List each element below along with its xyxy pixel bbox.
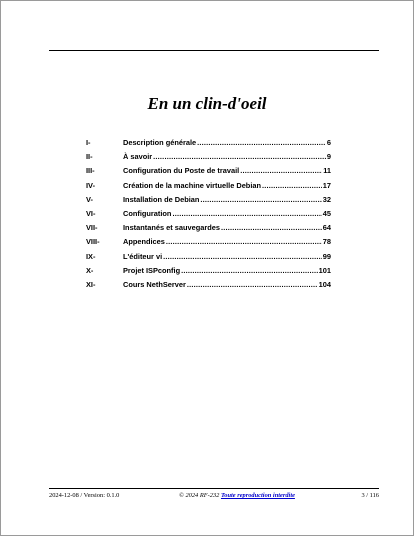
- toc-leader: [262, 181, 322, 190]
- toc-label: Description générale: [123, 138, 197, 147]
- toc-entry[interactable]: [86, 152, 331, 166]
- toc-entry[interactable]: [86, 280, 331, 294]
- toc-number: II-: [86, 152, 93, 162]
- toc-label: Appendices: [123, 237, 165, 247]
- toc-entry[interactable]: [86, 223, 331, 237]
- toc-leader: [221, 223, 322, 232]
- table-of-contents: [86, 138, 331, 294]
- toc-page-number: 99: [322, 251, 331, 261]
- toc-number: IV-: [86, 180, 96, 190]
- footer-date-version: 2024-12-08 / Version: 0.1.0: [49, 492, 120, 499]
- toc-page-number: 6: [326, 138, 331, 147]
- toc-leader: [240, 166, 322, 175]
- toc-number: III-: [86, 166, 95, 176]
- toc-number: VIII-: [86, 237, 100, 247]
- toc-number: V-: [86, 194, 93, 204]
- toc-entry[interactable]: [86, 166, 331, 180]
- footer-page-number: 3 / 116: [361, 492, 379, 499]
- toc-leader: [187, 280, 318, 289]
- toc-number: XI-: [86, 279, 96, 289]
- toc-leader: [172, 209, 321, 218]
- toc-entry[interactable]: [86, 237, 331, 251]
- toc-leader: [163, 252, 322, 261]
- toc-page-number: 101: [318, 265, 331, 275]
- toc-label: Création de la machine virtuelle Debian: [123, 180, 262, 190]
- toc-page-number: 78: [322, 237, 331, 247]
- toc-label: Configuration du Poste de travail: [123, 166, 240, 176]
- toc-page-number: 104: [318, 279, 331, 289]
- toc-entry[interactable]: [86, 266, 331, 280]
- toc-label: Configuration: [123, 208, 172, 218]
- toc-label: Installation de Debian: [123, 194, 200, 204]
- footer-link[interactable]: Toute reproduction interdite: [220, 492, 295, 499]
- toc-page-number: 45: [322, 208, 331, 218]
- toc-number: I-: [86, 138, 91, 147]
- toc-entry[interactable]: [86, 195, 331, 209]
- toc-page-number: 17: [322, 180, 331, 190]
- toc-label: L'éditeur vi: [123, 251, 163, 261]
- header-rule: [49, 50, 379, 51]
- toc-leader: [181, 266, 318, 275]
- toc-leader: [153, 152, 326, 161]
- toc-number: VII-: [86, 223, 98, 233]
- toc-label: À savoir: [123, 152, 153, 162]
- toc-page-number: 32: [322, 194, 331, 204]
- toc-page-number: 64: [322, 223, 331, 233]
- toc-label: Instantanés et sauvegardes: [123, 223, 220, 233]
- toc-number: X-: [86, 265, 94, 275]
- footer-copyright: © 2024 RF-232: [179, 492, 221, 499]
- toc-page-number: 9: [326, 152, 331, 162]
- toc-number: VI-: [86, 208, 96, 218]
- footer-copyright-block: [179, 492, 295, 500]
- toc-leader: [200, 195, 321, 204]
- toc-label: Projet ISPconfig: [123, 265, 181, 275]
- toc-number: IX-: [86, 251, 96, 261]
- toc-leader: [197, 138, 326, 147]
- toc-page-number: 11: [323, 166, 331, 176]
- page-title: En un clin-d'oeil: [147, 94, 267, 113]
- toc-entry[interactable]: [86, 181, 331, 195]
- toc-entry[interactable]: [86, 252, 331, 266]
- toc-label: Cours NethServer: [123, 279, 186, 289]
- footer-rule: [49, 488, 379, 489]
- toc-leader: [166, 237, 322, 246]
- toc-entry[interactable]: [86, 209, 331, 223]
- toc-entry[interactable]: [86, 138, 331, 152]
